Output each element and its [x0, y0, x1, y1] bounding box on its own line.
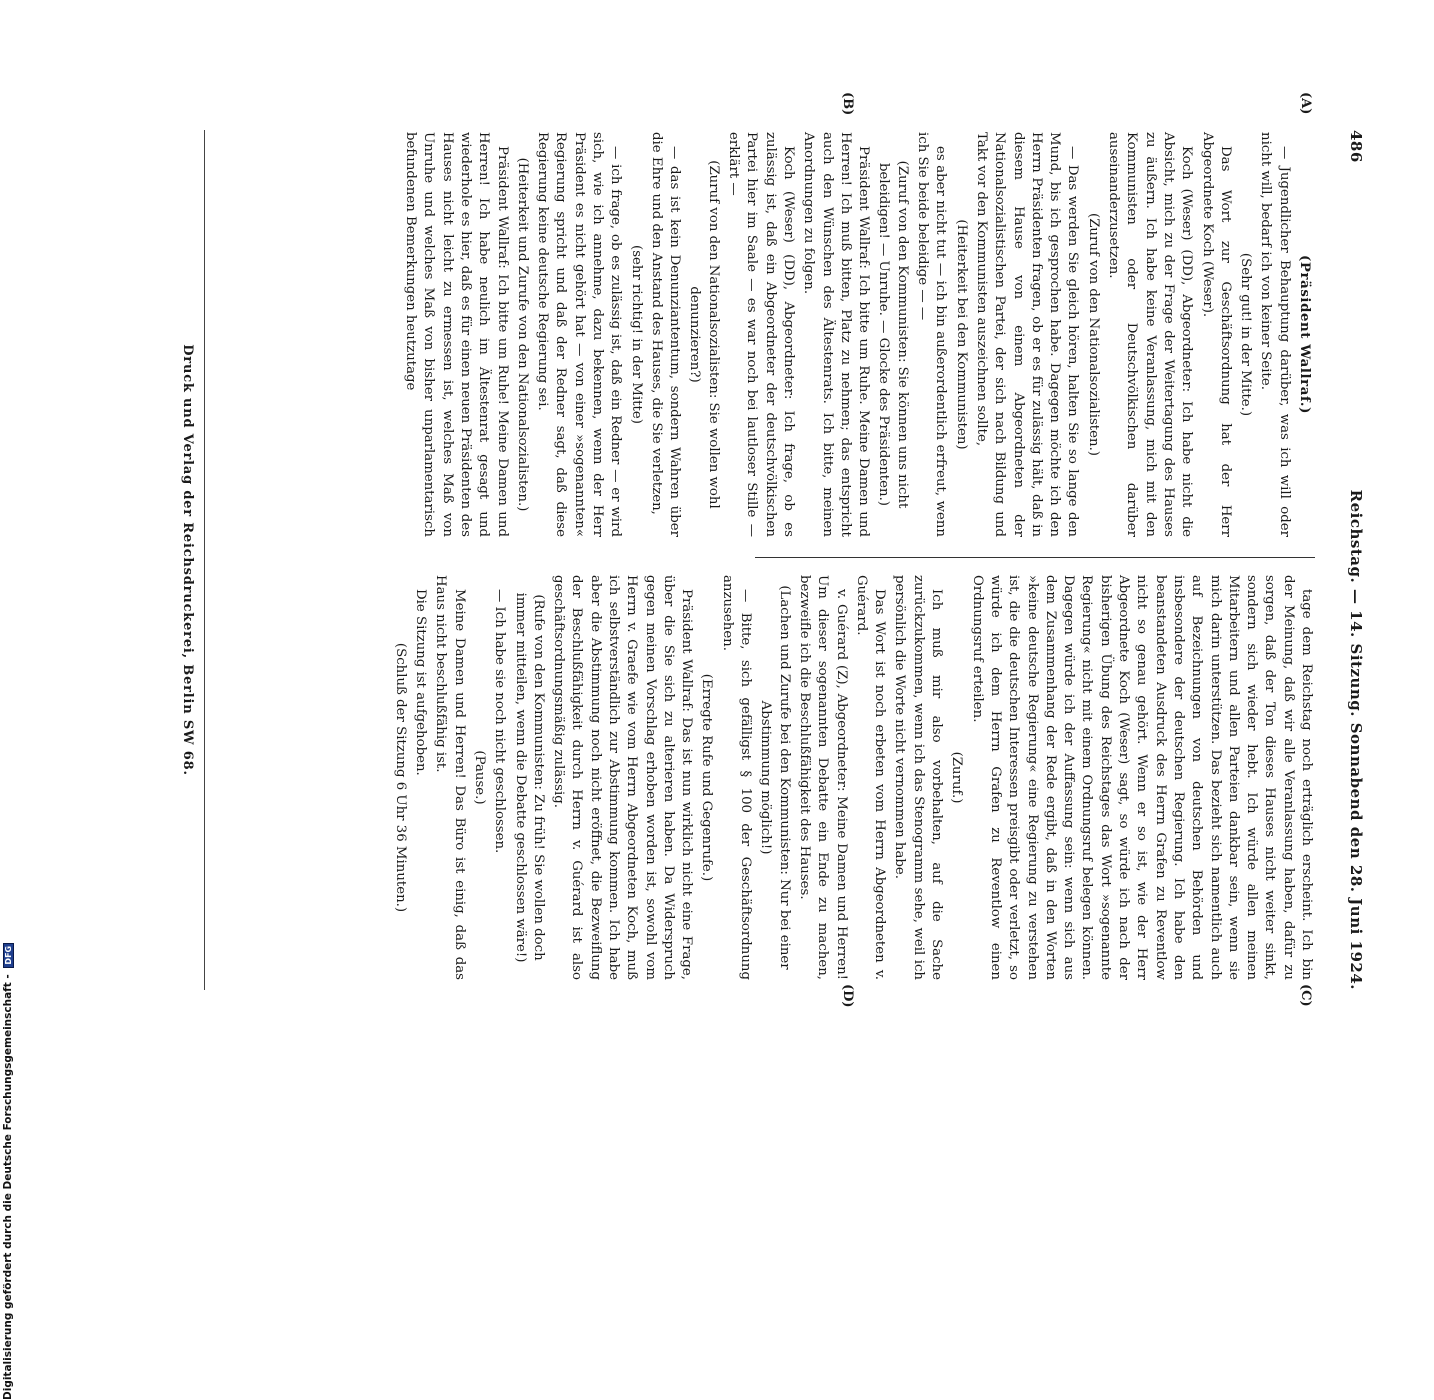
paragraph: es aber nicht tut — ich bin außerordentlich erfreut, wenn ich Sie beide beleidige — — — [915, 132, 949, 537]
page-content — [135, 92, 1375, 1008]
margin-mark-b: (B) — [840, 92, 855, 116]
paragraph: Ich muß mir also vorbehalten, auf die Sache zurückzukommen, wenn ich das Stenogramm sehe, weil ich persönlich die Worte nicht vernommen habe. — [892, 575, 945, 980]
paragraph: v. Guérard (Z), Abgeordneter: Meine Damen und Herren! Um dieser sogenannten Debatte ein Ende zu machen, bezweifle ich die Beschlußfähigkeit des Hauses. — [796, 575, 849, 980]
digitization-note — [2, 945, 16, 1400]
right-column — [388, 575, 1315, 980]
paragraph: Meine Damen und Herren! Das Büro ist einig, daß das Haus nicht beschlußfähig ist. — [433, 575, 467, 980]
paragraph: — das ist kein Denunziantentum, sondern Wahren über die Ehre und den Anstand des Hauses, die Sie verletzen, — [648, 132, 683, 537]
page-number: 486 — [1347, 130, 1365, 163]
interjection: (sehr richtig! in der Mitte) — [628, 245, 644, 424]
column-divider — [755, 557, 1315, 558]
running-title: Reichstag. — 14. Sitzung. Sonnabend den 28. Juni 1924. — [1347, 489, 1365, 990]
margin-mark-d: (D) — [840, 984, 855, 1008]
footer-rule — [204, 130, 205, 990]
interjection: (Erregte Rufe und Gegenrufe.) — [699, 673, 715, 882]
interjection: (Zuruf von den Nationalsozialisten.) — [1085, 213, 1101, 456]
interjection: (Heiterkeit und Zurufe von den Nationalsozialisten.) — [514, 157, 530, 512]
digitization-note-text — [2, 945, 14, 1400]
paragraph: — Das werden Sie gleich hören, halten Sie so lange den Mund, bis ich gesprochen habe. Dagegen möchte ich den Herrn Präsidenten fragen, ob er es für zulässig hält, daß in diesem Hause von einem Abgeordneten der Nationalsozialistischen Partei, der sich nach Bildung und Takt vor den Kommunisten auszeichnen sollte, — [973, 132, 1081, 537]
paragraph: — ich frage, ob es zulässig ist, daß ein Redner — er wird sich, wie ich annehme, dazu bekennen, wenn der Herr Präsident es nicht gehört hat — von einer »sogenannten« Regierung spricht und daß der Redner sagt, daß diese Regierung keine deutsche Regierung sei. — [535, 132, 624, 537]
interjection: (Pause.) — [471, 750, 487, 805]
imprint-footer: Druck und Verlag der Reichsdruckerei, Berlin SW 68. — [180, 344, 195, 776]
paragraph: Das Wort zur Geschäftsordnung hat der Herr Abgeordnete Koch (Weser). — [1199, 132, 1233, 537]
paragraph: Präsident Wallraf: Das ist nun wirklich nicht eine Frage, über die Sie sich zu alterieren haben. Da Widerspruch gegen meinen Vorschlag erhoben worden ist, sowohl vom Herrn v. Graefe wie vom Herrn Abgeordneten Koch, muß ich selbstverständlich zur Abstimmung kommen. Ich habe aber die Abstimmung noch nicht eröffnet, die Bezweiflung der Beschlußfähigkeit durch Herrn v. Guérard ist also geschäftsordnungsmäßig zulässig. — [551, 575, 695, 980]
speaker-heading: (Präsident Wallraf.) — [1297, 255, 1312, 414]
margin-mark-a: (A) — [1298, 92, 1313, 115]
paragraph: Präsident Wallraf: Ich bitte um Ruhe. Meine Damen und Herren! Ich muß bitten, Platz zu nehmen; das entspricht auch den Wünschen des Ältestenrats. Ich bitte, meinen Anordnungen zu folgen. — [801, 132, 872, 537]
paragraph: Koch (Weser) (DD), Abgeordneter: Ich habe nicht die Absicht, mich zu der Frage der Weitertagung des Hauses zu äußern. Ich habe keine Veranlassung, mich mit den Kommunisten oder Deutschvölkischen darüber auseinanderzusetzen. — [1106, 132, 1195, 537]
interjection: (Sehr gut! in der Mitte.) — [1238, 252, 1254, 417]
interjection: (Zuruf.) — [949, 751, 965, 804]
interjection: (Lachen und Zurufe bei den Kommunisten: Nur bei einer Abstimmung möglich!) — [758, 585, 792, 970]
interjection: (Zuruf von den Kommunisten: Sie können uns nicht beleidigen! — Unruhe. — Glocke des Präsidenten.) — [876, 160, 910, 509]
interjection: (Rufe von den Kommunisten: Zu früh! Sie wollen doch immer mitteilen, wenn die Debatte geschlossen wäre!) — [512, 592, 546, 963]
paragraph: — Jugendlicher Behauptung darüber, was ich will oder nicht will, bedarf ich von keiner Seite. — [1258, 132, 1292, 537]
paragraph: Präsident Wallraf: Ich bitte um Ruhe! Meine Damen und Herren! Ich habe neulich im Ältestenrat gesagt und wiederhole es hier, daß es für einen neuen Präsidenten des Hauses nicht leicht zu ermessen ist, welches Maß von Unruhe und welches Maß von bisher unparlamentarisch befundenen Bemerkungen heutzutage — [403, 132, 510, 537]
paragraph: Die Sitzung ist aufgehoben. — [413, 589, 429, 776]
interjection: (Heiterkeit bei den Kommunisten) — [953, 219, 969, 450]
interjection: (Schluß der Sitzung 6 Uhr 36 Minuten.) — [392, 642, 408, 913]
dfg-logo-icon: DFG — [3, 943, 14, 968]
left-column — [399, 132, 1315, 537]
running-header — [1335, 130, 1365, 990]
paragraph: Koch (Weser) (DD), Abgeordneter: Ich frage, ob es zulässig ist, daß ein Abgeordneter der deutschvölkischen Partei hier im Saale — es war noch bei lautloser Stille — erklärt — — [726, 132, 796, 537]
digitization-credit: Digitalisierung gefördert durch die Deutsche Forschungsgemeinschaft - — [2, 974, 14, 1400]
paragraph: — Ich habe sie noch nicht geschlossen. — [492, 589, 508, 854]
interjection: (Zuruf von den Nationalsozialisten: Sie wollen wohl denunzieren?) — [687, 160, 721, 509]
margin-mark-c: (C) — [1298, 984, 1313, 1007]
paragraph: — Bitte, sich gefälligst § 100 der Geschäftsordnung anzusehen. — [719, 575, 754, 980]
rotated-page-frame — [135, 92, 1375, 1008]
paragraph: tage dem Reichstag noch erträglich erscheint. Ich bin der Meinung, daß wir alle Veranlassung haben, dafür zu sorgen, daß der Ton dieses Hauses nicht weiter sinkt, sondern sich wieder hebt. Ich würde allen meinen Mitarbeitern und allen Parteien dankbar sein, wenn sie mich darin unterstützen. Das bezieht sich namentlich auch auf Bezeichnungen von deutschen Behörden und insbesondere der deutschen Regierung. Ich habe den beanstandeten Ausdruck des Herrn Grafen zu Reventlow nicht so genau gehört. Wenn er so ist, wie der Herr Abgeordnete Koch (Weser) sagt, so würde ich nach der bisherigen Übung des Reichstages das Wort »sogenannte Regierung« nicht mit einem Ordnungsruf belegen können. Dagegen würde ich der Auffassung sein: wenn sich aus dem Zusammenhang der Rede ergibt, daß in den Worten »keine deutsche Regierung« eine Regierung zu verstehen ist, die die deutschen Interessen preisgibt oder verletzt, so würde ich dem Herrn Grafen zu Reventlow einen Ordnungsruf erteilen. — [969, 575, 1314, 980]
paragraph: Das Wort ist noch erbeten vom Herrn Abgeordneten v. Guérard. — [853, 575, 888, 980]
